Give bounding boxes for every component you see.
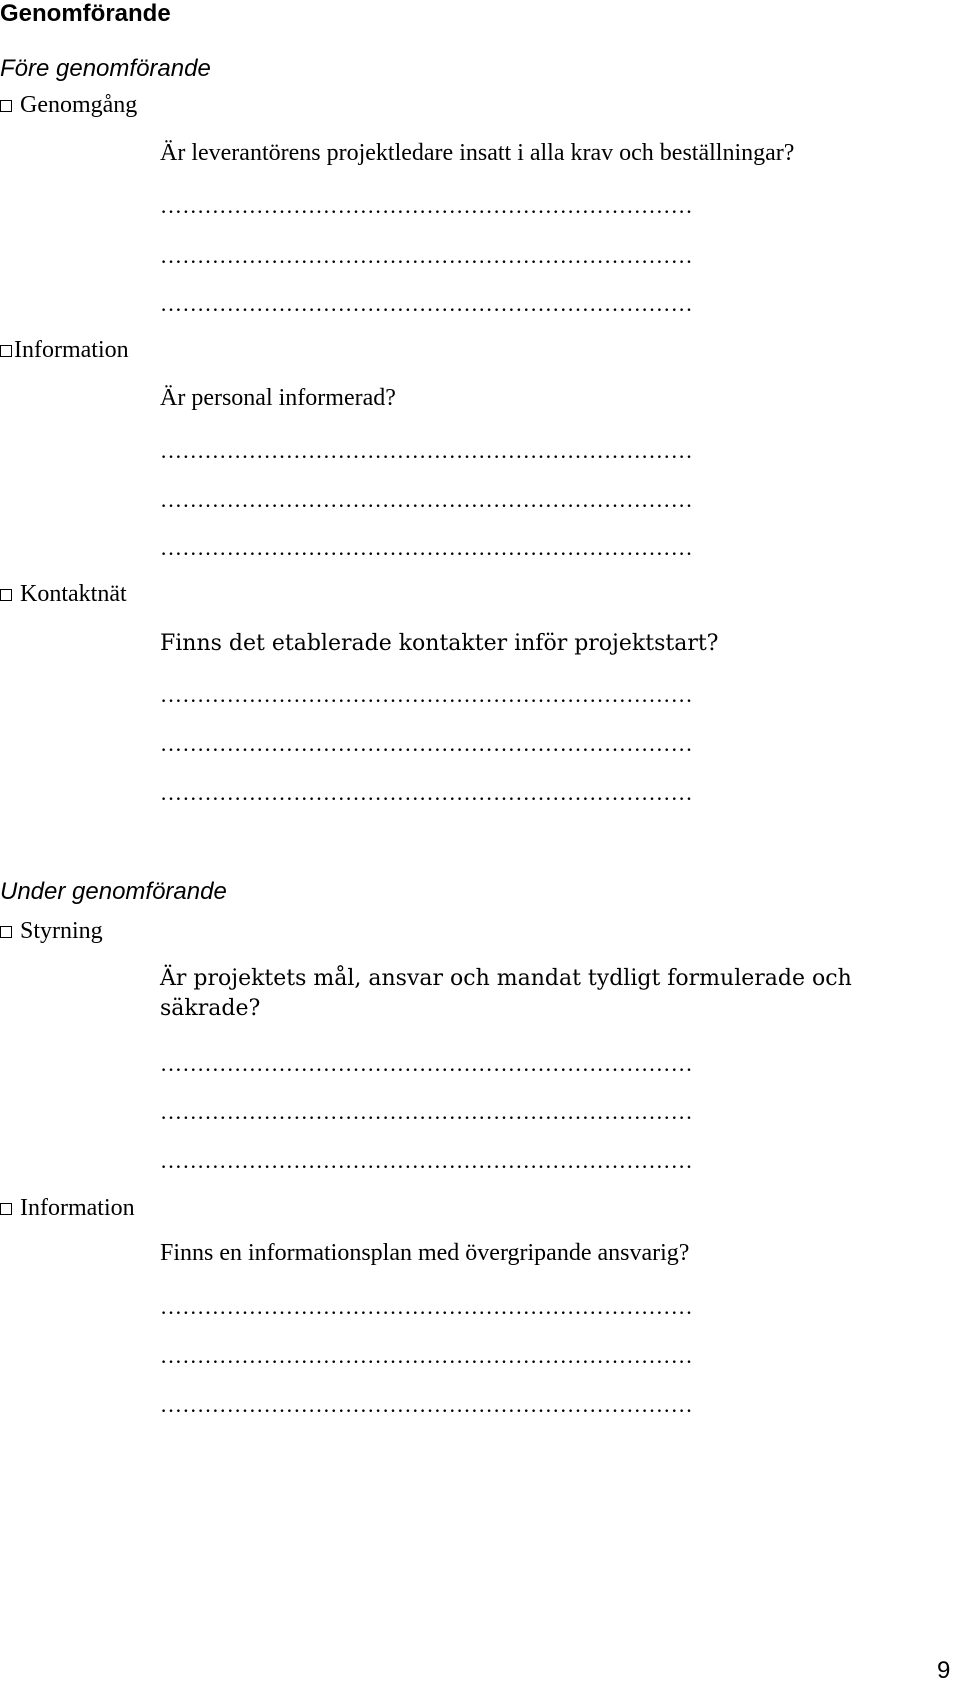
answer-line[interactable]: ……………………………………………………………… [160, 193, 693, 218]
question-text: Finns en informationsplan med övergripande ansvarig? [160, 1240, 690, 1266]
checkbox-label: Styrning [20, 918, 103, 944]
checkbox-item-styrning[interactable] [0, 918, 103, 945]
checkbox-label: Kontaktnät [20, 581, 127, 607]
checkbox-icon[interactable] [0, 100, 12, 112]
checkbox-icon[interactable] [0, 1203, 12, 1215]
question-text: Finns det etablerade kontakter inför projektstart? [160, 631, 719, 656]
checkbox-icon[interactable] [0, 589, 12, 601]
answer-line[interactable]: ……………………………………………………………… [160, 682, 693, 707]
answer-line[interactable]: ……………………………………………………………… [160, 1392, 693, 1417]
answer-line[interactable]: ……………………………………………………………… [160, 535, 693, 560]
checkbox-icon[interactable] [0, 345, 12, 357]
checkbox-label: Information [20, 1195, 135, 1221]
checkbox-icon[interactable] [0, 926, 12, 938]
question-text: Är personal informerad? [160, 385, 396, 411]
checkbox-item-information-2[interactable] [0, 1195, 135, 1222]
page-number: 9 [937, 1657, 951, 1684]
answer-line[interactable]: ……………………………………………………………… [160, 487, 693, 512]
checkbox-item-genomgang[interactable] [0, 92, 137, 119]
checkbox-item-information[interactable] [0, 337, 129, 364]
answer-line[interactable]: ……………………………………………………………… [160, 1343, 693, 1368]
answer-line[interactable]: ……………………………………………………………… [160, 1148, 693, 1173]
answer-line[interactable]: ……………………………………………………………… [160, 1099, 693, 1124]
answer-line[interactable]: ……………………………………………………………… [160, 243, 693, 268]
checkbox-label: Genomgång [20, 92, 138, 118]
answer-line[interactable]: ……………………………………………………………… [160, 1294, 693, 1319]
question-text-line1: Är projektets mål, ansvar och mandat tydligt formulerade och [160, 966, 852, 991]
section-heading-during: Under genomförande [0, 878, 227, 905]
answer-line[interactable]: ……………………………………………………………… [160, 731, 693, 756]
page-title: Genomförande [0, 0, 171, 27]
answer-line[interactable]: ……………………………………………………………… [160, 1051, 693, 1076]
checkbox-label: Information [14, 337, 129, 363]
checkbox-item-kontaktnat[interactable] [0, 581, 127, 608]
question-text: Är leverantörens projektledare insatt i alla krav och beställningar? [160, 140, 795, 166]
answer-line[interactable]: ……………………………………………………………… [160, 438, 693, 463]
answer-line[interactable]: ……………………………………………………………… [160, 780, 693, 805]
section-heading-before: Före genomförande [0, 55, 211, 82]
question-text-line2: säkrade? [160, 996, 261, 1021]
answer-line[interactable]: ……………………………………………………………… [160, 291, 693, 316]
